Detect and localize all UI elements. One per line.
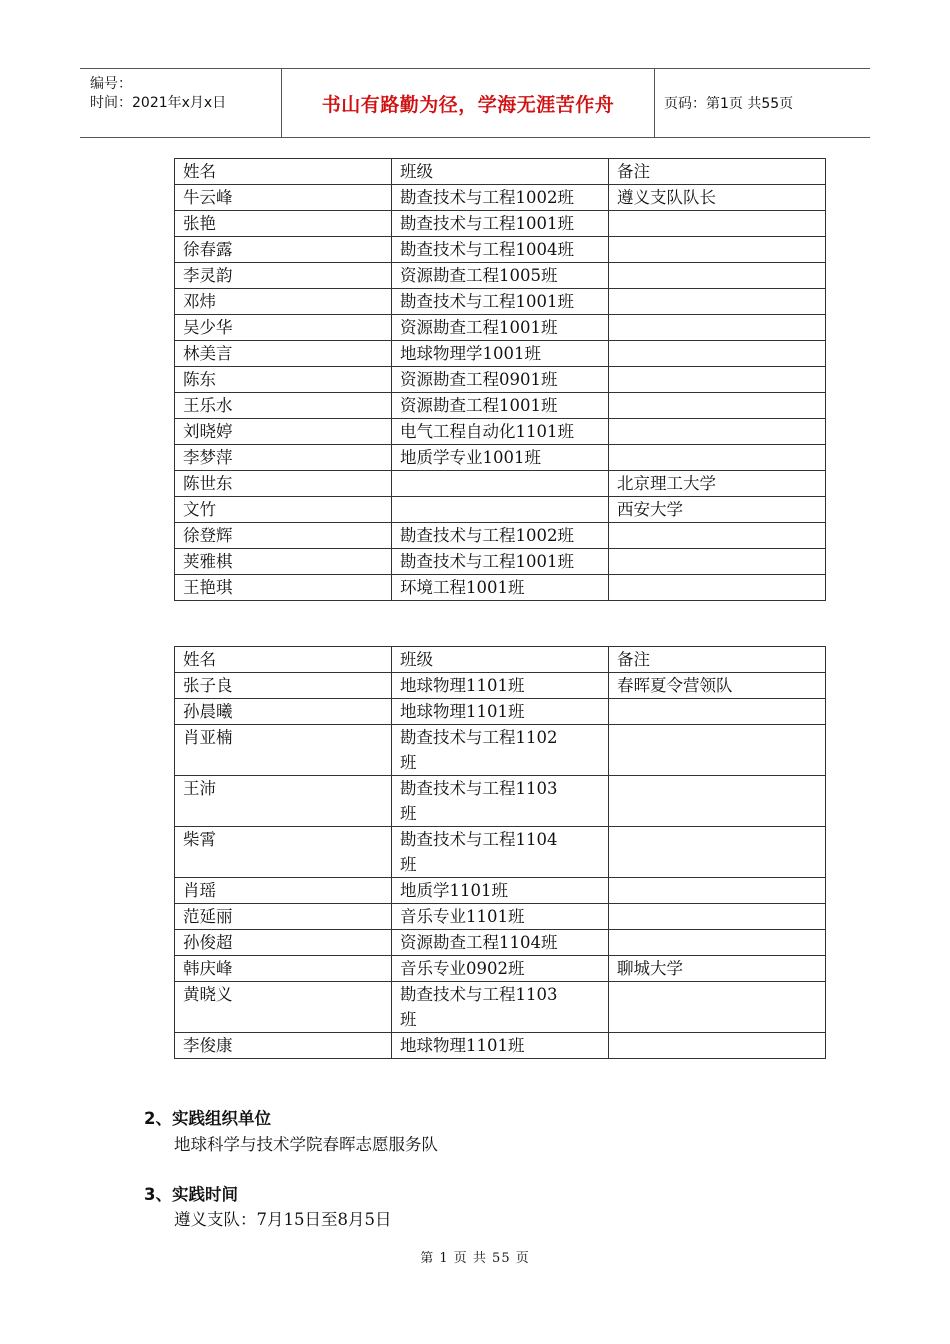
note-cell: [609, 315, 826, 341]
class-cell: 环境工程1001班: [392, 575, 609, 601]
name-cell: 孙俊超: [175, 930, 392, 956]
table-row: [175, 930, 826, 956]
note-cell: [609, 930, 826, 956]
table-row: [175, 419, 826, 445]
column-header: 姓名: [175, 647, 392, 673]
note-cell: [609, 237, 826, 263]
section-body-time: 遵义支队：7月15日至8月5日: [174, 1210, 392, 1229]
table-row: [175, 367, 826, 393]
note-cell: 聊城大学: [609, 956, 826, 982]
class-cell: 勘查技术与工程1001班: [392, 289, 609, 315]
name-cell: 徐登辉: [175, 523, 392, 549]
class-cell: 勘查技术与工程1001班: [392, 211, 609, 237]
note-cell: [609, 827, 826, 878]
class-cell: 音乐专业1101班: [392, 904, 609, 930]
name-cell: 韩庆峰: [175, 956, 392, 982]
note-cell: 北京理工大学: [609, 471, 826, 497]
class-cell: 资源勘查工程1005班: [392, 263, 609, 289]
header-center-cell: [281, 69, 655, 137]
table-row: [175, 393, 826, 419]
note-cell: [609, 549, 826, 575]
column-header: 备注: [609, 647, 826, 673]
table-row: [175, 185, 826, 211]
table-row: [175, 982, 826, 1033]
member-table-1: [174, 158, 826, 601]
note-cell: [609, 341, 826, 367]
name-cell: 荚雅棋: [175, 549, 392, 575]
note-cell: [609, 419, 826, 445]
class-cell: [392, 471, 609, 497]
note-cell: [609, 445, 826, 471]
table-row: [175, 725, 826, 776]
class-cell: 音乐专业0902班: [392, 956, 609, 982]
header-left-cell: [80, 69, 281, 137]
class-cell: 地质学专业1001班: [392, 445, 609, 471]
page-info: 页码：第1页 共55页: [664, 96, 794, 112]
note-cell: [609, 776, 826, 827]
table-row: [175, 237, 826, 263]
class-cell: 地球物理1101班: [392, 699, 609, 725]
table-row: [175, 289, 826, 315]
table-row: [175, 575, 826, 601]
name-cell: 肖瑶: [175, 878, 392, 904]
note-cell: 西安大学: [609, 497, 826, 523]
name-cell: 肖亚楠: [175, 725, 392, 776]
class-cell: 勘查技术与工程1002班: [392, 185, 609, 211]
section-title-organizer: 2、实践组织单位: [144, 1109, 271, 1128]
name-cell: 黄晓义: [175, 982, 392, 1033]
class-cell: 勘查技术与工程1104班: [392, 827, 609, 878]
name-cell: 范延丽: [175, 904, 392, 930]
name-cell: 张子良: [175, 673, 392, 699]
class-cell: 资源勘查工程1001班: [392, 393, 609, 419]
page-footer: 第 1 页 共 55 页: [420, 1251, 530, 1266]
note-cell: [609, 263, 826, 289]
table-row: [175, 315, 826, 341]
class-cell: 地球物理1101班: [392, 1033, 609, 1059]
note-cell: [609, 289, 826, 315]
header-right-cell: [654, 69, 870, 137]
note-cell: [609, 982, 826, 1033]
name-cell: 陈世东: [175, 471, 392, 497]
name-cell: 吴少华: [175, 315, 392, 341]
name-cell: 陈东: [175, 367, 392, 393]
column-header: 班级: [392, 159, 609, 185]
class-cell: 地球物理1101班: [392, 673, 609, 699]
name-cell: 李梦萍: [175, 445, 392, 471]
table-row: [175, 471, 826, 497]
note-cell: [609, 575, 826, 601]
name-cell: 邓炜: [175, 289, 392, 315]
class-cell: 地球物理学1001班: [392, 341, 609, 367]
name-cell: 王乐水: [175, 393, 392, 419]
class-cell: [392, 497, 609, 523]
note-cell: [609, 904, 826, 930]
class-cell: 资源勘查工程0901班: [392, 367, 609, 393]
table-row: [175, 776, 826, 827]
table-row: [175, 956, 826, 982]
member-table-2: [174, 646, 826, 1059]
table-row: [175, 523, 826, 549]
name-cell: 柴霄: [175, 827, 392, 878]
column-header: 班级: [392, 647, 609, 673]
class-cell: 勘查技术与工程1004班: [392, 237, 609, 263]
time-label: 时间：2021年x月x日: [90, 95, 227, 111]
name-cell: 徐春露: [175, 237, 392, 263]
class-cell: 资源勘查工程1001班: [392, 315, 609, 341]
table-row: [175, 878, 826, 904]
table-row: [175, 904, 826, 930]
table-row: [175, 673, 826, 699]
class-cell: 勘查技术与工程1103班: [392, 982, 609, 1033]
name-cell: 孙晨曦: [175, 699, 392, 725]
table-row: [175, 211, 826, 237]
class-cell: 电气工程自动化1101班: [392, 419, 609, 445]
table-row: [175, 1033, 826, 1059]
column-header: 备注: [609, 159, 826, 185]
class-cell: 地质学1101班: [392, 878, 609, 904]
table-row: [175, 445, 826, 471]
name-cell: 牛云峰: [175, 185, 392, 211]
table-row: [175, 263, 826, 289]
table-row: [175, 549, 826, 575]
name-cell: 文竹: [175, 497, 392, 523]
note-cell: [609, 878, 826, 904]
note-cell: [609, 393, 826, 419]
table-row: [175, 497, 826, 523]
table-row: [175, 341, 826, 367]
name-cell: 张艳: [175, 211, 392, 237]
motto-text: 书山有路勤为径，学海无涯苦作舟: [321, 93, 615, 116]
note-cell: [609, 725, 826, 776]
name-cell: 林美言: [175, 341, 392, 367]
class-cell: 勘查技术与工程1002班: [392, 523, 609, 549]
note-cell: 春晖夏令营领队: [609, 673, 826, 699]
class-cell: 勘查技术与工程1103班: [392, 776, 609, 827]
class-cell: 勘查技术与工程1001班: [392, 549, 609, 575]
name-cell: 刘晓婷: [175, 419, 392, 445]
class-cell: 资源勘查工程1104班: [392, 930, 609, 956]
column-header: 姓名: [175, 159, 392, 185]
note-cell: [609, 699, 826, 725]
note-cell: [609, 367, 826, 393]
table-header-row: [175, 159, 826, 185]
table-row: [175, 827, 826, 878]
class-cell: 勘查技术与工程1102班: [392, 725, 609, 776]
document-header: [80, 68, 870, 138]
note-cell: [609, 211, 826, 237]
note-cell: [609, 1033, 826, 1059]
name-cell: 李灵韵: [175, 263, 392, 289]
table-row: [175, 699, 826, 725]
note-cell: [609, 523, 826, 549]
section-title-time: 3、实践时间: [144, 1185, 238, 1204]
table-header-row: [175, 647, 826, 673]
name-cell: 王沛: [175, 776, 392, 827]
section-body-organizer: 地球科学与技术学院春晖志愿服务队: [174, 1135, 438, 1154]
name-cell: 王艳琪: [175, 575, 392, 601]
name-cell: 李俊康: [175, 1033, 392, 1059]
note-cell: 遵义支队队长: [609, 185, 826, 211]
number-label: 编号：: [90, 76, 132, 92]
